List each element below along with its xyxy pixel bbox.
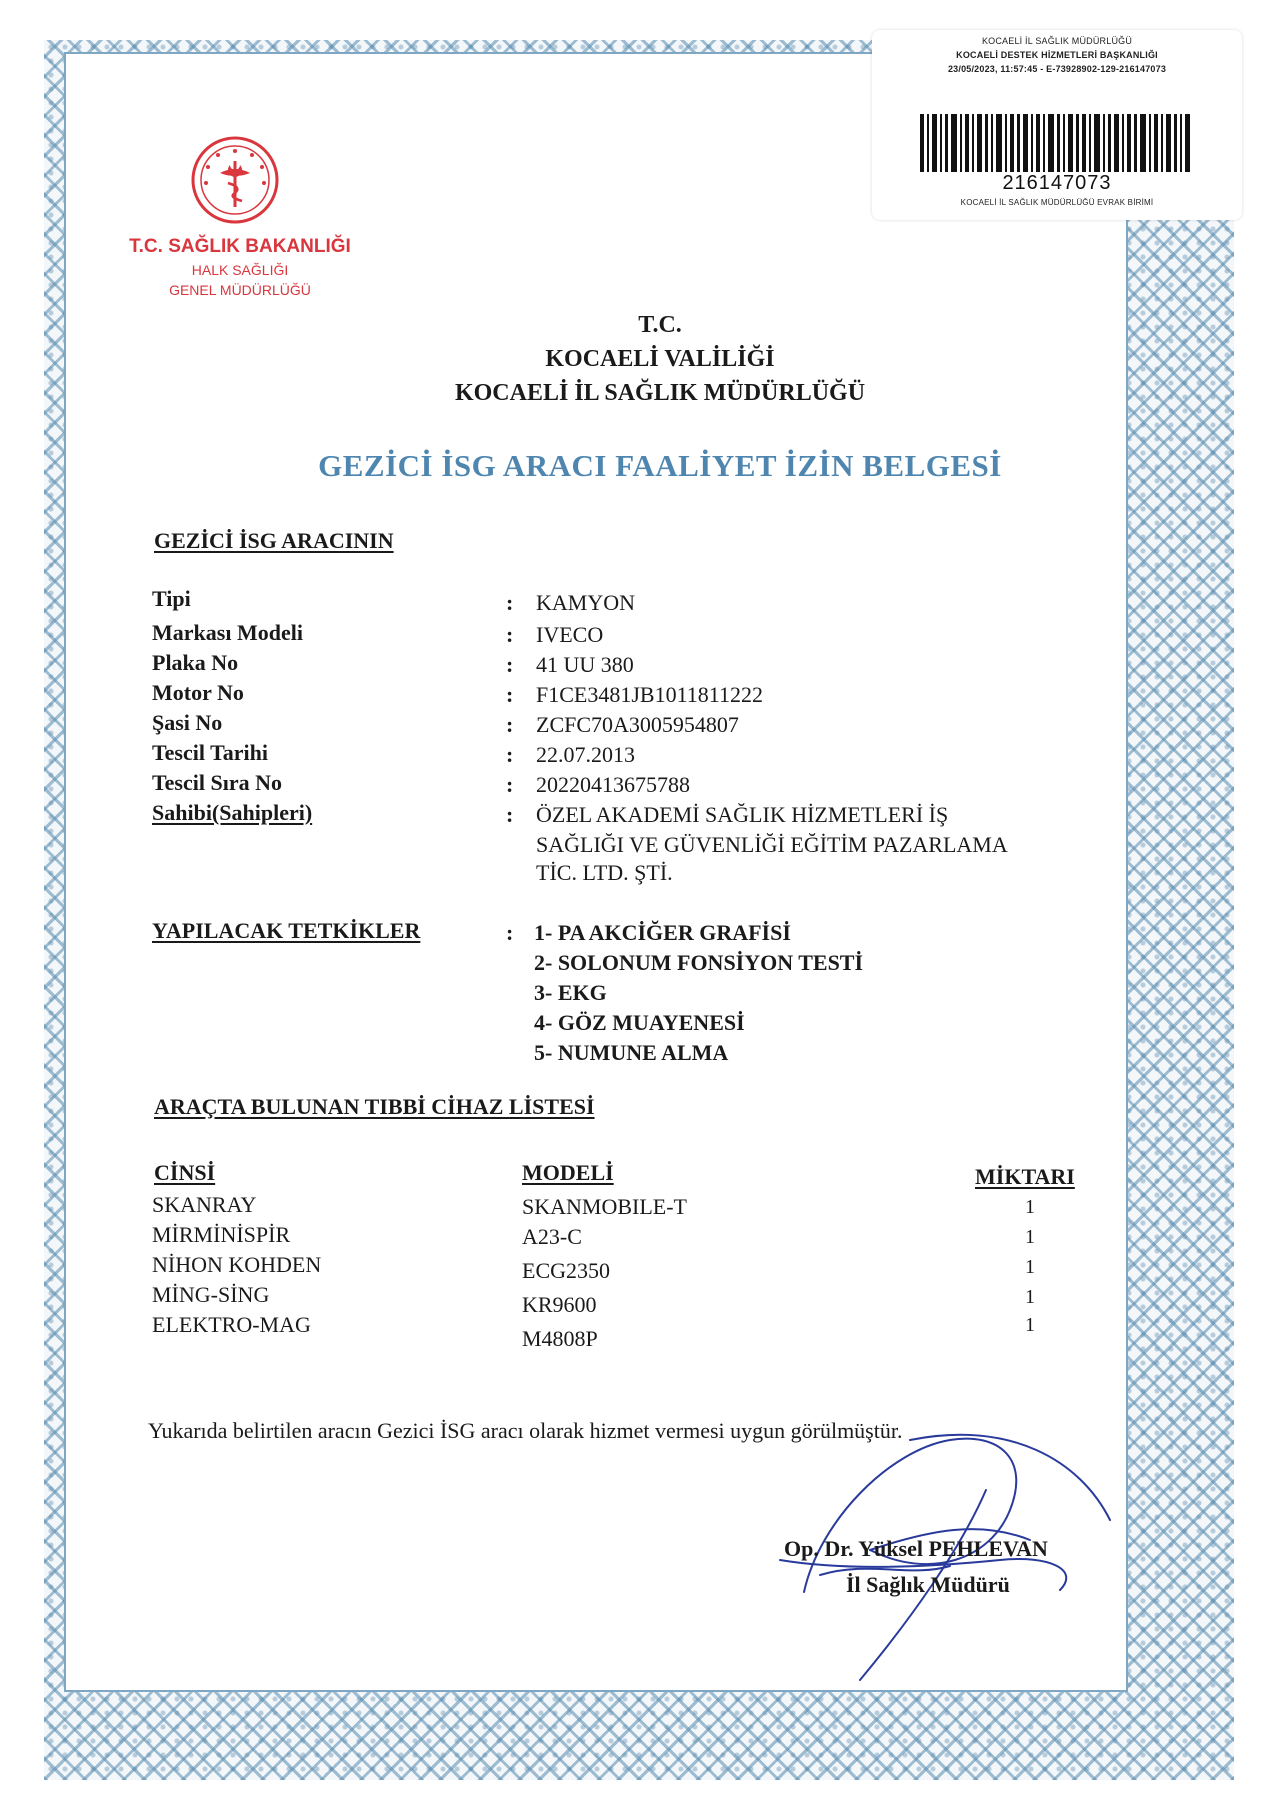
field-colon: : [506,712,514,737]
devices-column-model: MODELİ [522,1160,614,1185]
device-type: MİRMİNİSPİR [152,1222,291,1247]
stamp-registry-unit: KOCAELİ İL SAĞLIK MÜDÜRLÜĞÜ EVRAK BİRİMİ [960,198,1154,207]
header-republic: T.C. [638,312,682,338]
tests-section-heading: YAPILACAK TETKİKLER [152,918,421,943]
field-label-chassis-no: Şasi No [152,710,223,735]
ministry-department: HALK SAĞLIĞI [191,262,289,278]
field-value-registration-seq: 20220413675788 [536,772,690,797]
device-type: NİHON KOHDEN [152,1252,322,1277]
approval-statement: Yukarıda belirtilen aracın Gezici İSG aracı olarak hizmet vermesi uygun görülmüştür. [148,1418,903,1443]
field-colon: : [506,682,514,707]
document-title: GEZİCİ İSG ARACI FAALİYET İZİN BELGESİ [318,448,1002,483]
test-item: 4- GÖZ MUAYENESİ [534,1010,745,1035]
ministry-name: T.C. SAĞLIK BAKANLIĞI [129,236,351,257]
stamp-department: KOCAELİ DESTEK HİZMETLERİ BAŞKANLIĞI [956,50,1158,60]
signatory-title: İl Sağlık Müdürü [846,1572,1010,1597]
test-item: 1- PA AKCİĞER GRAFİSİ [534,920,791,945]
field-value-owner-line: TİC. LTD. ŞTİ. [536,860,673,885]
vehicle-section-heading: GEZİCİ İSG ARACININ [154,528,394,553]
field-value-type: KAMYON [536,590,635,615]
tests-colon: : [506,920,514,945]
header-governorship: KOCAELİ VALİLİĞİ [545,346,775,372]
device-quantity: 1 [1025,1256,1035,1278]
device-type: MİNG-SİNG [152,1282,270,1307]
registry-stamp [872,30,1242,220]
field-value-engine-no: F1CE3481JB1011811222 [536,682,763,707]
field-value-registration-date: 22.07.2013 [536,742,635,767]
field-colon: : [506,652,514,677]
field-colon: : [506,590,514,615]
ministry-directorate: GENEL MÜDÜRLÜĞÜ [169,282,311,298]
field-colon: : [506,772,514,797]
field-colon: : [506,622,514,647]
field-value-chassis-no: ZCFC70A3005954807 [536,712,739,737]
field-label-registration-date: Tescil Tarihi [152,740,268,765]
device-quantity: 1 [1025,1314,1035,1336]
test-item: 2- SOLONUM FONSİYON TESTİ [534,950,864,975]
signatory-name: Op. Dr. Yüksel PEHLEVAN [784,1536,1048,1561]
device-quantity: 1 [1025,1226,1035,1248]
barcode-number: 216147073 [1002,172,1112,194]
devices-column-quantity: MİKTARI [975,1164,1075,1189]
field-label-plate: Plaka No [152,650,239,675]
field-label-brand-model: Markası Modeli [152,620,303,645]
field-label-engine-no: Motor No [152,680,244,705]
device-model: M4808P [522,1326,598,1351]
test-item: 5- NUMUNE ALMA [534,1040,729,1065]
devices-section-heading: ARAÇTA BULUNAN TIBBİ CİHAZ LİSTESİ [154,1094,595,1119]
device-type: SKANRAY [152,1192,257,1217]
field-value-owner-line: ÖZEL AKADEMİ SAĞLIK HİZMETLERİ İŞ [536,802,949,827]
barcode [920,114,1190,172]
devices-column-type: CİNSİ [154,1160,216,1185]
device-model: ECG2350 [522,1258,610,1283]
ministry-health-emblem [190,135,280,225]
field-label-owner: Sahibi(Sahipleri) [152,800,313,825]
field-colon: : [506,742,514,767]
device-type: ELEKTRO-MAG [152,1312,311,1337]
stamp-office-name: KOCAELİ İL SAĞLIK MÜDÜRLÜĞÜ [981,36,1133,46]
device-model: SKANMOBILE-T [522,1194,687,1219]
field-label-type: Tipi [152,586,191,611]
field-value-brand-model: IVECO [536,622,604,647]
device-quantity: 1 [1025,1196,1035,1218]
device-model: KR9600 [522,1292,597,1317]
device-model: A23-C [522,1224,582,1249]
stamp-date-reference: 23/05/2023, 11:57:45 - E-73928902-129-216147073 [947,64,1167,74]
device-quantity: 1 [1025,1286,1035,1308]
header-health-directorate: KOCAELİ İL SAĞLIK MÜDÜRLÜĞÜ [454,380,866,406]
field-label-registration-seq: Tescil Sıra No [152,770,282,795]
field-value-owner-line: SAĞLIĞI VE GÜVENLİĞİ EĞİTİM PAZARLAMA [536,832,1008,857]
test-item: 3- EKG [534,980,607,1005]
field-colon: : [506,802,514,827]
field-value-plate: 41 UU 380 [536,652,634,677]
